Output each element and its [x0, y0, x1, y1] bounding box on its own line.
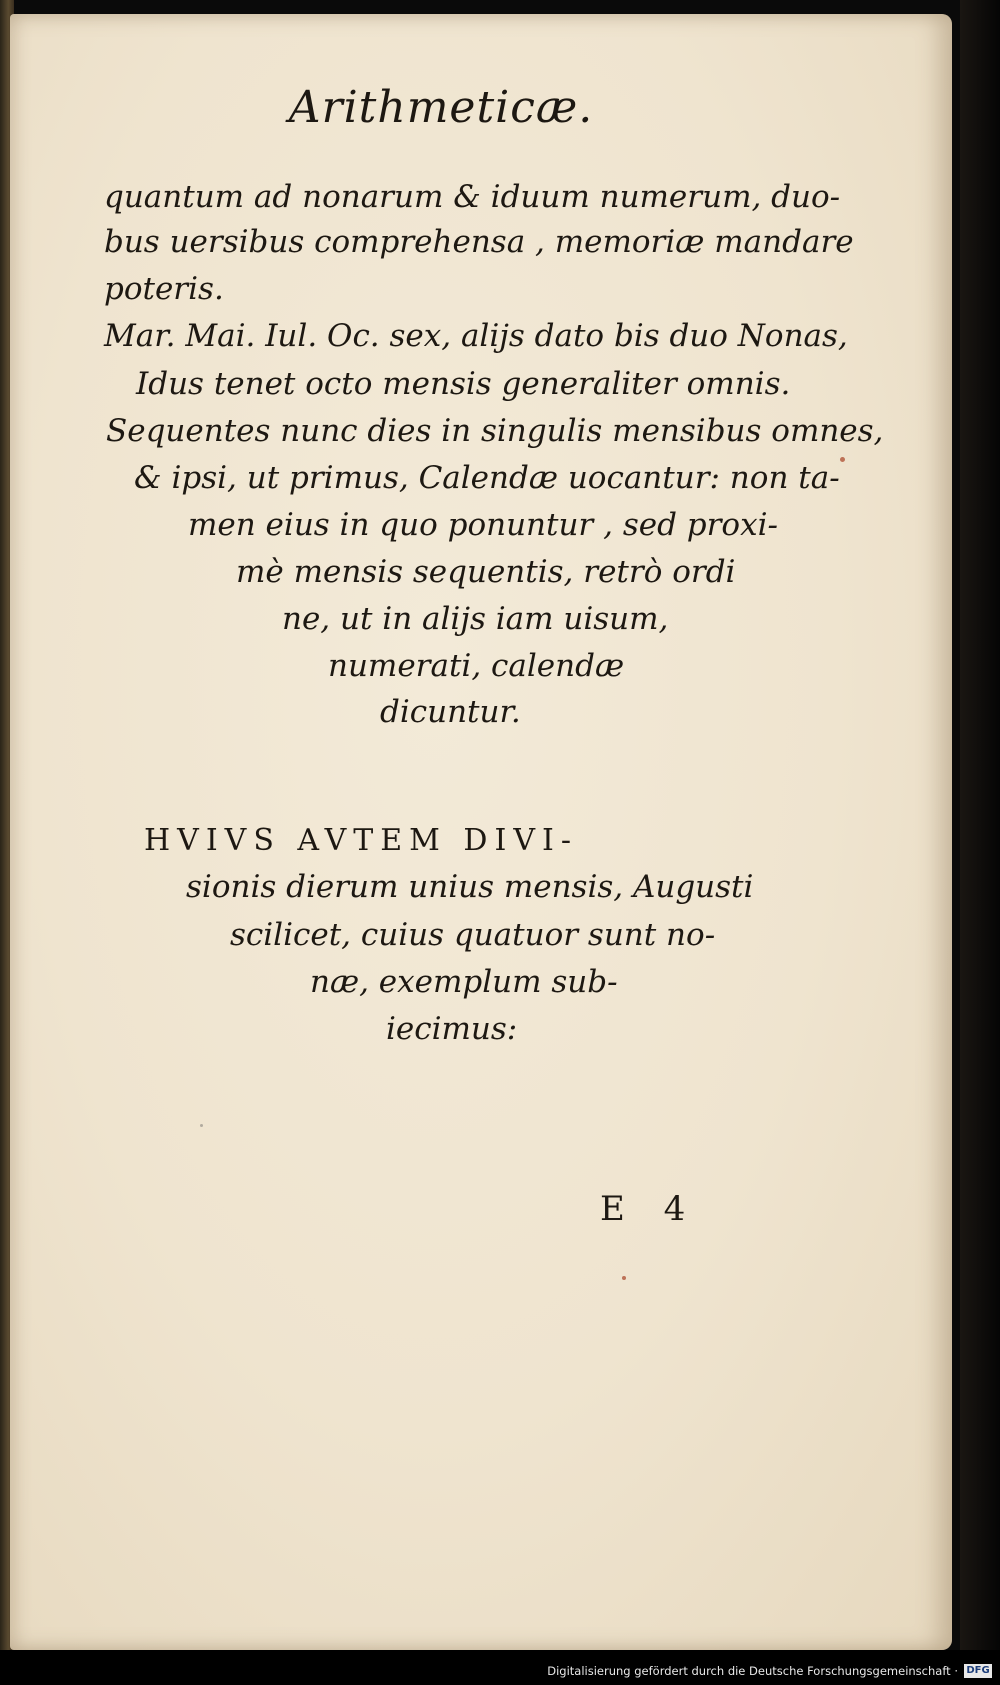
body-line: ne, ut in alijs iam uisum, — [282, 601, 669, 637]
dfg-logo: DFG — [964, 1664, 992, 1678]
running-head: Arithmeticæ. — [288, 82, 594, 133]
paper-speck — [200, 1124, 203, 1127]
show-through-text — [215, 1099, 475, 1125]
body-line: men eius in quo ponuntur , sed proxi- — [188, 507, 778, 543]
section-line: sionis dierum unius mensis, Augusti — [186, 869, 754, 905]
section-line: iecimus: — [386, 1011, 518, 1047]
show-through-text — [260, 1484, 560, 1510]
body-line: numerati, calendæ — [328, 648, 625, 684]
body-line: poteris. — [104, 271, 224, 307]
page-edge-shadow — [960, 0, 1000, 1685]
section-line: næ, exemplum sub- — [310, 964, 618, 1000]
section-line: scilicet, cuius quatuor sunt no- — [230, 917, 716, 953]
body-line: Mar. Mai. Iul. Oc. sex, alijs dato bis duo Nonas, — [104, 318, 848, 354]
paper-speck — [622, 1276, 626, 1280]
body-line: mè mensis sequentis, retrò ordi — [236, 554, 736, 590]
footer-credit: Digitalisierung gefördert durch die Deutsche Forschungsgemeinschaft · — [547, 1664, 958, 1678]
body-line: dicuntur. — [380, 694, 521, 730]
body-line: bus uersibus comprehensa , memoriæ mandare — [104, 224, 854, 260]
body-line: Idus tenet octo mensis generaliter omnis. — [136, 366, 791, 402]
book-page — [10, 14, 952, 1650]
body-line: & ipsi, ut primus, Calendæ uocantur: non ta- — [134, 460, 840, 496]
footer-bar — [0, 1650, 1000, 1685]
paper-speck — [840, 457, 845, 462]
signature-mark: E 4 — [600, 1189, 700, 1229]
body-line: quantum ad nonarum & iduum numerum, duo- — [104, 179, 841, 215]
body-line: Sequentes nunc dies in singulis mensibus omnes, — [106, 413, 884, 449]
section-heading-line: HVIVS AVTEM DIVI- — [144, 823, 578, 858]
